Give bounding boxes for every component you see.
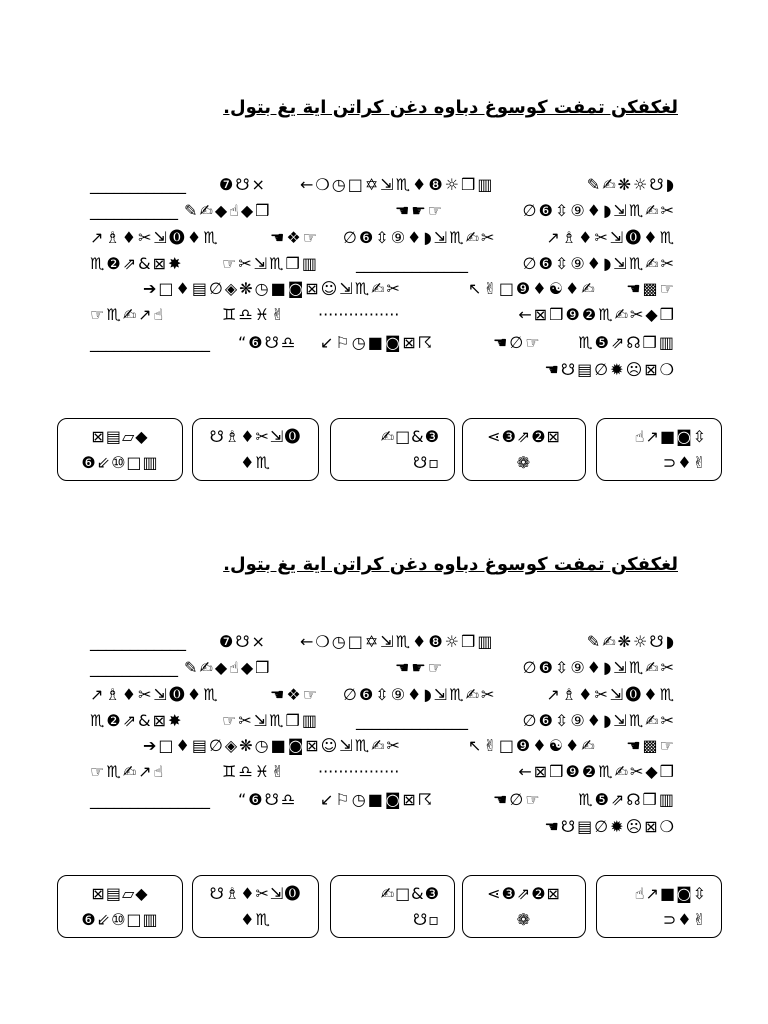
symbol-word: ☞✂⇲♏❒▥ [222,254,319,273]
symbol-word: ∅❻⇳⑨♦◗⇲♏✍✂ [522,201,676,220]
symbol-word: ∅❻⇳⑨♦◗⇲♏✍✂ [522,658,676,677]
answer-blank: _______________ [90,790,210,809]
answer-blank: ················ [318,305,400,324]
symbol-word: ☞✂⇲♏❒▥ [222,711,319,730]
box-line: ⊠▤▱◆ [91,884,149,903]
box-line: ✍□&❸ [380,427,440,446]
symbol-word: ☚❖☞ [270,228,320,247]
symbol-word: ↗♗♦✂⇲⓿♦♏ [90,228,220,247]
box-line: ☋▫ [412,910,440,929]
box-line: ❻⇙⑩□▥ [81,910,159,929]
box-line: ⋖❸⇗❷⊠ [487,884,561,903]
answer-blank: ___________ [90,201,178,220]
answer-blank: ················ [318,762,400,781]
box-line: ♦♏ [240,453,271,472]
symbol-word: ➔□♦▤∅◈❋◷■◙⊠☺⇲♏✍✂ [143,736,402,755]
box-line: ❁ [516,453,532,472]
symbol-word: “❻☋♎ [238,790,298,809]
symbol-word: ❼☋× [219,175,267,194]
symbol-word: ☚☛☞ [395,658,445,677]
symbol-word: ↗♗♦✂⇲⓿♦♏ [546,228,676,247]
symbol-word: ∅❻⇳⑨♦◗⇲♏✍✂ [343,228,497,247]
symbol-word: ✎✍◆☝◆❒ [184,658,272,677]
box-line: ❻⇙⑩□▥ [81,453,159,472]
worksheet-title: لغكفكن تمفت كوسوغ دباوه دغن كراتن اية يغ بتول. [223,554,678,575]
symbol-word: ☚▩☞ [626,279,676,298]
symbol-word: ↙⚐◷■◙⊠☈ [320,333,435,352]
worksheet-title: لغكفكن تمفت كوسوغ دباوه دغن كراتن اية يغ بتول. [223,97,678,118]
box-line: ⊃♦✌ [662,453,707,472]
symbol-word: ♏❷⇗&⊠✸ [90,254,184,273]
answer-blank: ____________ [90,632,186,651]
symbol-word: ➔□♦▤∅◈❋◷■◙⊠☺⇲♏✍✂ [143,279,402,298]
symbol-word: ∅❻⇳⑨♦◗⇲♏✍✂ [343,685,497,704]
answer-blank: ______________ [356,254,468,273]
box-line: ⋖❸⇗❷⊠ [487,427,561,446]
symbol-word: ←❍◷□✡⇲♏♦❽☼❒▥ [300,632,495,651]
symbol-word: ♊♎♓✌ [222,305,287,324]
box-line: ☋♗♦✂⇲⓿ [209,884,302,903]
symbol-word: ☚∅☞ [493,790,542,809]
answer-box-3 [330,875,455,938]
symbol-word: ☞♏✍↗☝ [90,762,166,781]
symbol-word: ♏❷⇗&⊠✸ [90,711,184,730]
symbol-word: ↙⚐◷■◙⊠☈ [320,790,435,809]
box-line: ❁ [516,910,532,929]
symbol-word: ☚☛☞ [395,201,445,220]
answer-box-4 [462,875,586,938]
answer-blank: ______________ [356,711,468,730]
box-line: ☝↗■◙⇳ [634,884,707,903]
symbol-word: ♏❺⇗☊❒▥ [578,790,676,809]
symbol-word: ✎✍❋☼☋◗ [586,175,676,194]
symbol-word: ☚☋▤∅✹☹⊠❍ [544,817,676,836]
symbol-word: ❼☋× [219,632,267,651]
answer-blank: ___________ [90,658,178,677]
symbol-word: ∅❻⇳⑨♦◗⇲♏✍✂ [522,711,676,730]
symbol-word: ☞♏✍↗☝ [90,305,166,324]
symbol-word: ↖✌□❾♦☯♦✍ [468,279,597,298]
symbol-word: ♏❺⇗☊❒▥ [578,333,676,352]
symbol-word: ↗♗♦✂⇲⓿♦♏ [546,685,676,704]
symbol-word: ✎✍◆☝◆❒ [184,201,272,220]
symbol-word: “❻☋♎ [238,333,298,352]
answer-box-5 [596,875,722,938]
symbol-word: ✎✍❋☼☋◗ [586,632,676,651]
symbol-word: ☚☋▤∅✹☹⊠❍ [544,360,676,379]
symbol-word: ↗♗♦✂⇲⓿♦♏ [90,685,220,704]
answer-blank: ____________ [90,175,186,194]
symbol-word: ←❍◷□✡⇲♏♦❽☼❒▥ [300,175,495,194]
symbol-word: ☚∅☞ [493,333,542,352]
box-line: ☋♗♦✂⇲⓿ [209,427,302,446]
answer-box-1 [57,875,183,938]
symbol-word: ←⊠❒❾❷♏✍✂◆❒ [518,305,676,324]
symbol-word: ←⊠❒❾❷♏✍✂◆❒ [518,762,676,781]
box-line: ✍□&❸ [380,884,440,903]
worksheet-2 [0,457,768,957]
symbol-word: ∅❻⇳⑨♦◗⇲♏✍✂ [522,254,676,273]
symbol-word: ☚▩☞ [626,736,676,755]
box-line: ⊃♦✌ [662,910,707,929]
worksheet-1 [0,0,768,500]
answer-blank: _______________ [90,333,210,352]
box-line: ⊠▤▱◆ [91,427,149,446]
answer-box-2 [192,875,319,938]
symbol-word: ♊♎♓✌ [222,762,287,781]
symbol-word: ↖✌□❾♦☯♦✍ [468,736,597,755]
box-line: ☝↗■◙⇳ [634,427,707,446]
symbol-word: ☚❖☞ [270,685,320,704]
box-line: ☋▫ [412,453,440,472]
box-line: ♦♏ [240,910,271,929]
